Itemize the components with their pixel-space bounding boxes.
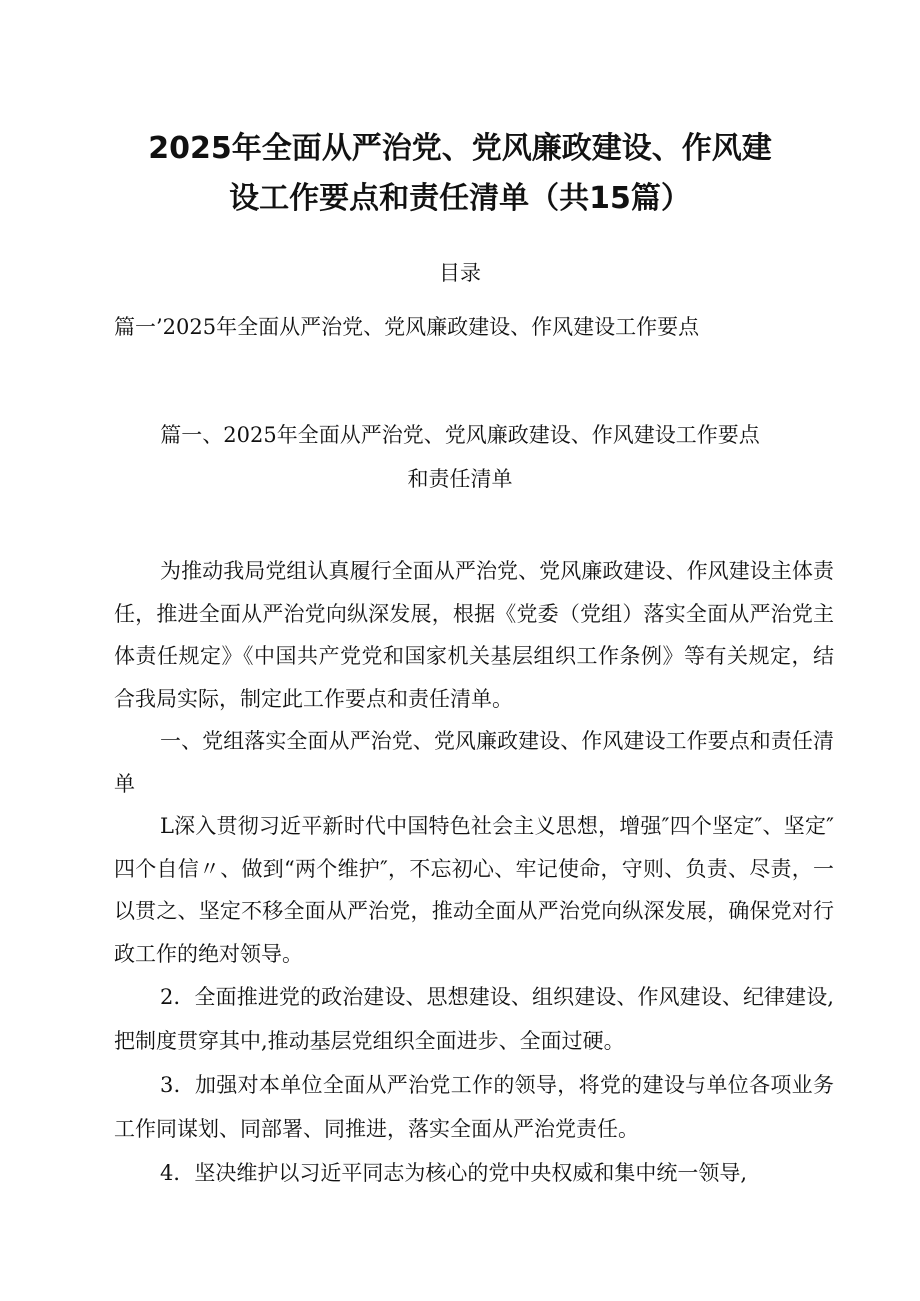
list-item-2: 2．全面推进党的政治建设、思想建设、组织建设、作风建设、纪律建设,把制度贯穿其中,推动基层党组织全面进步、全面过硬。 xyxy=(114,985,834,1053)
toc-item[interactable]: 篇一’2025年全面从严治党、党风廉政建设、作风建设工作要点 xyxy=(114,315,700,339)
list-item-3: 3．加强对本单位全面从严治党工作的领导，将党的建设与单位各项业务工作同谋划、同部署、同推进，落实全面从严治党责任。 xyxy=(114,1073,834,1141)
title-line-1: 2025年全面从严治党、党风廉政建设、作风建 xyxy=(148,131,772,166)
section-subheading: 一、党组落实全面从严治党、党风廉政建设、作风建设工作要点和责任清单 xyxy=(114,729,834,796)
section-heading-line-1: 篇一、2025年全面从严治党、党风廉政建设、作风建设工作要点 xyxy=(160,423,760,447)
toc-heading: 目录 xyxy=(439,261,481,285)
document-body xyxy=(114,550,834,1195)
title-line-2: 设工作要点和责任清单（共15篇） xyxy=(229,181,691,216)
document-title xyxy=(60,124,860,224)
list-item-1: L深入贯彻习近平新时代中国特色社会主义思想，增强″四个坚定″、坚定″四个自信〃、做到“两个维护″，不忘初心、牢记使命，守则、负责、尽责，一以贯之、坚定不移全面从严治党，推动全面从严治党向纵深发展，确保党对行政工作的绝对领导。 xyxy=(114,814,834,966)
list-item-4: 4．坚决维护以习近平同志为核心的党中央权威和集中统一领导, xyxy=(160,1161,748,1185)
intro-paragraph: 为推动我局党组认真履行全面从严治党、党风廉政建设、作风建设主体责任，推进全面从严治党向纵深发展，根据《党委（党组）落实全面从严治党主体责任规定》《中国共产党党和国家机关基层组织工作条例》等有关规定，结合我局实际，制定此工作要点和责任清单。 xyxy=(114,559,834,711)
section-heading xyxy=(60,413,860,501)
section-heading-line-2: 和责任清单 xyxy=(407,467,513,491)
